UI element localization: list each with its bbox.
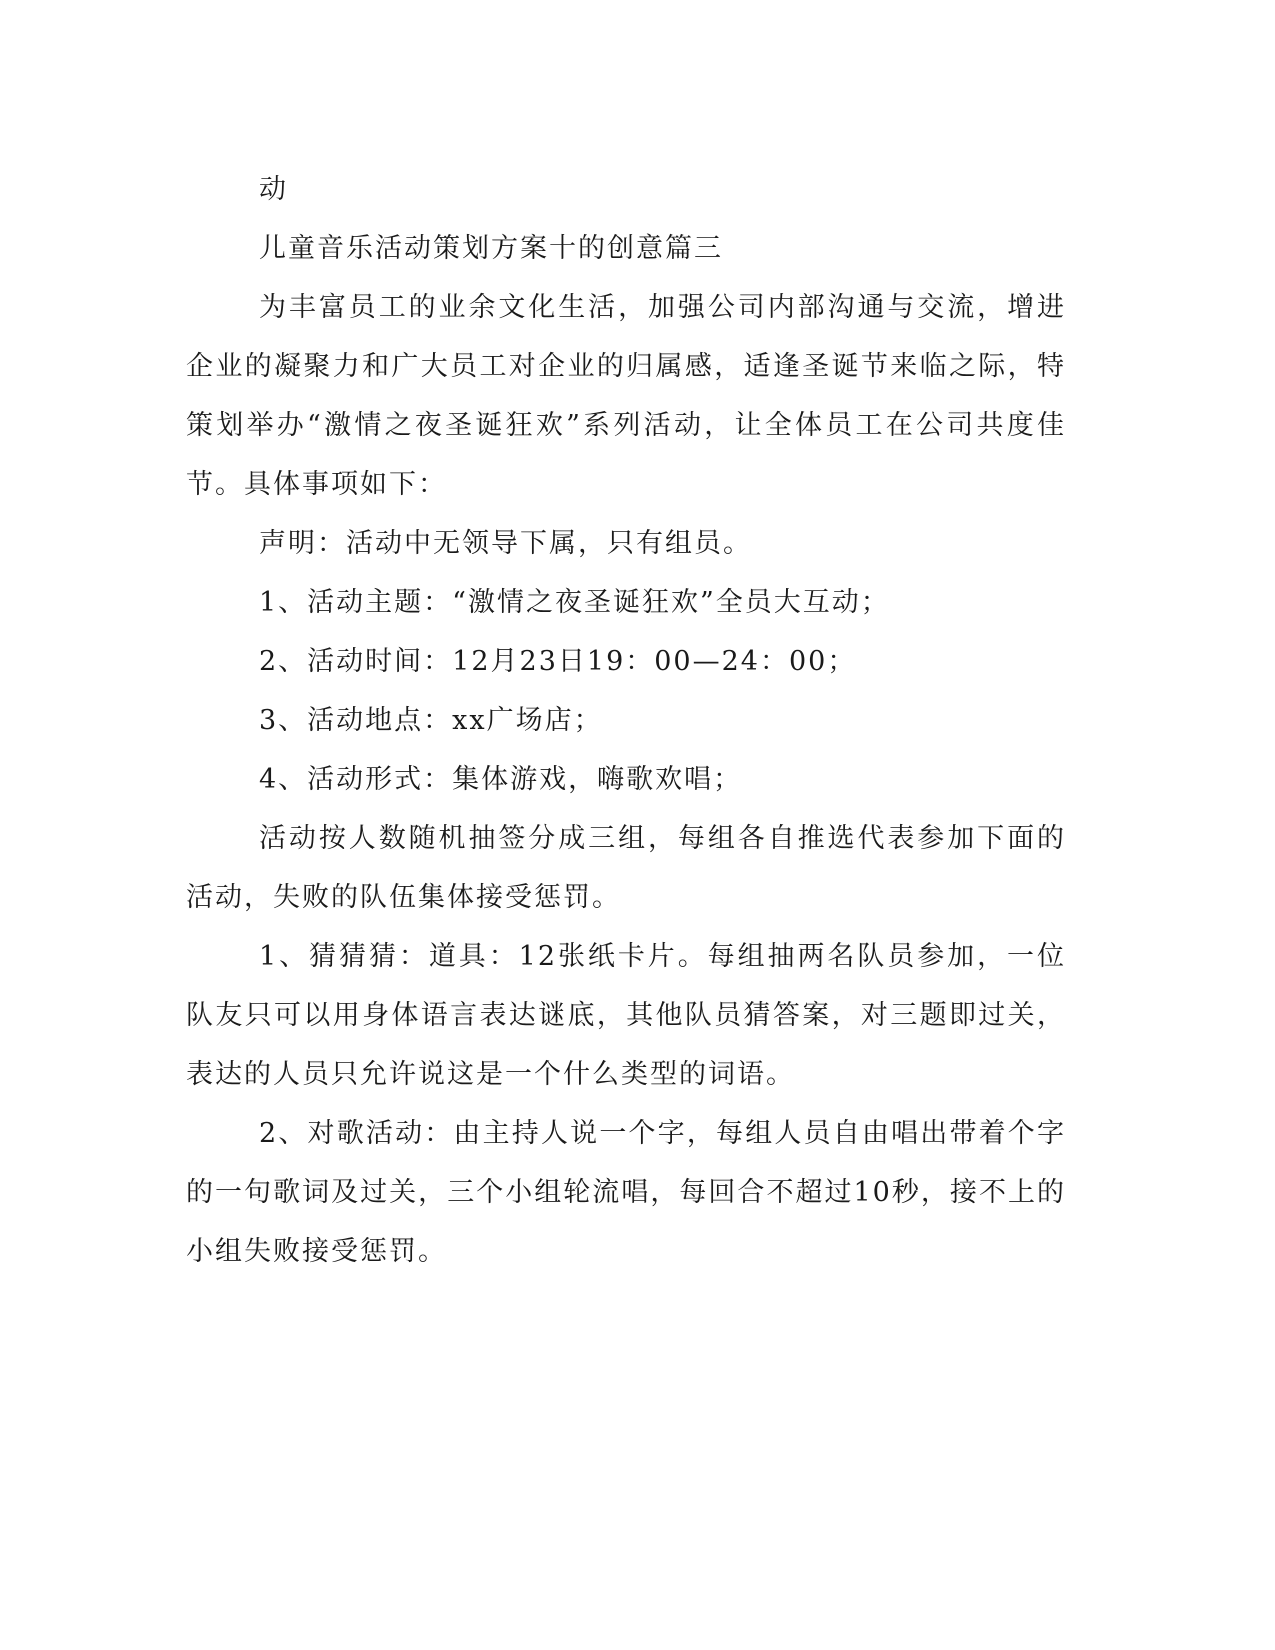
paragraph-grouping: 活动按人数随机抽签分成三组，每组各自推选代表参加下面的活动，失败的队伍集体接受惩罚。 bbox=[186, 823, 1066, 913]
list-item-time: 2、活动时间：12月23日19：00—24：00； bbox=[259, 646, 857, 677]
list-item-location: 3、活动地点：xx广场店； bbox=[259, 705, 603, 736]
paragraph-continuation: 动 bbox=[259, 174, 288, 205]
list-item-theme: 1、活动主题：“激情之夜圣诞狂欢”全员大互动； bbox=[259, 587, 890, 618]
paragraph-statement: 声明：活动中无领导下属，只有组员。 bbox=[259, 528, 752, 559]
document-body bbox=[186, 160, 1066, 1281]
list-item-format: 4、活动形式：集体游戏，嗨歌欢唱； bbox=[259, 764, 743, 795]
paragraph-game-guess: 1、猜猜猜：道具：12张纸卡片。每组抽两名队员参加，一位队友只可以用身体语言表达谜底，其他队员猜答案，对三题即过关，表达的人员只允许说这是一个什么类型的词语。 bbox=[186, 941, 1066, 1090]
paragraph-game-song: 2、对歌活动：由主持人说一个字，每组人员自由唱出带着个字的一句歌词及过关，三个小组轮流唱，每回合不超过10秒，接不上的小组失败接受惩罚。 bbox=[186, 1118, 1066, 1267]
section-heading: 儿童音乐活动策划方案十的创意篇三 bbox=[259, 233, 723, 264]
paragraph-intro: 为丰富员工的业余文化生活，加强公司内部沟通与交流，增进企业的凝聚力和广大员工对企业的归属感，适逢圣诞节来临之际，特策划举办“激情之夜圣诞狂欢”系列活动，让全体员工在公司共度佳节。具体事项如下： bbox=[186, 292, 1066, 500]
